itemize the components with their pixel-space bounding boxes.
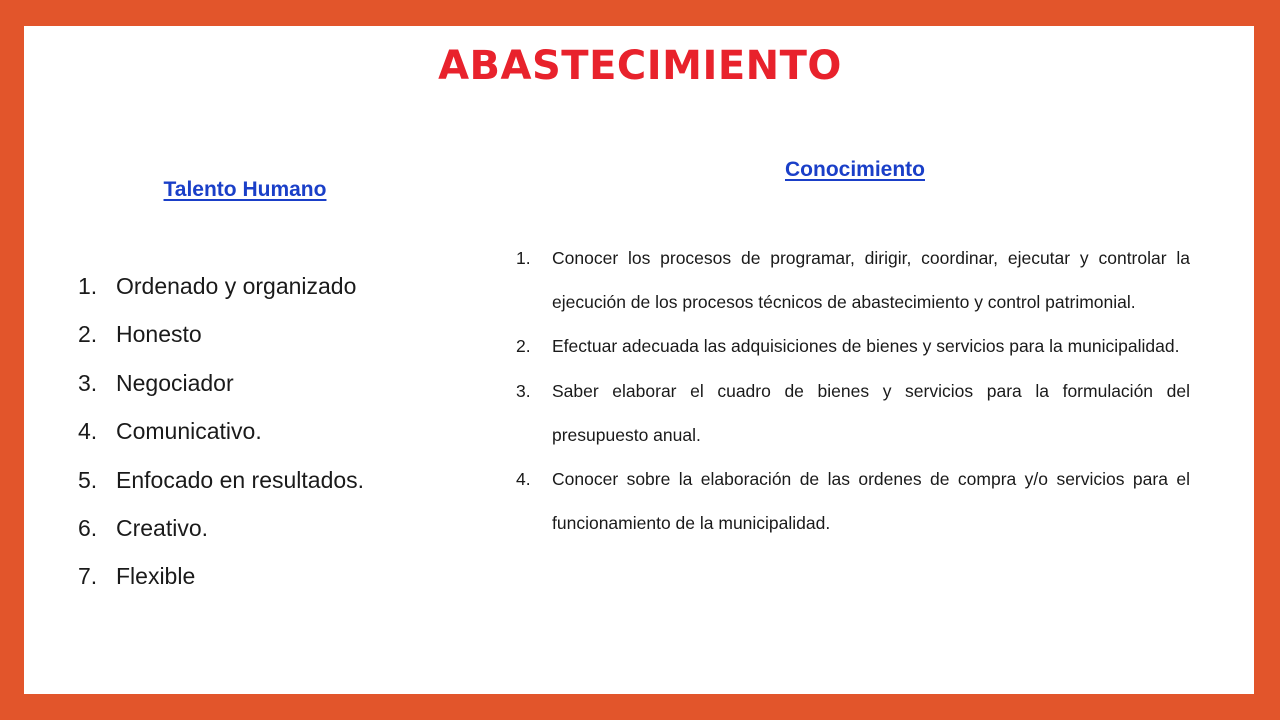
talento-humano-heading-link[interactable]: Talento Humano [163, 178, 327, 201]
list-item [516, 324, 1190, 368]
list-item [516, 457, 1190, 545]
list-item-number: 3. [516, 380, 531, 401]
list-item-text: Saber elaborar el cuadro de bienes y servicios para la formulación del presupuesto anual. [552, 380, 1190, 445]
list-item [516, 369, 1190, 457]
list-item-number: 1. [516, 248, 531, 268]
list-item-number: 2. [516, 336, 531, 357]
list-item-number: 4. [516, 469, 531, 490]
list-item [78, 456, 498, 504]
list-item-text: Comunicativo. [116, 418, 262, 445]
list-item [78, 262, 498, 310]
list-item-text: Enfocado en resultados. [116, 466, 365, 493]
conocimiento-list [516, 236, 1190, 545]
list-item [78, 552, 498, 600]
list-item-text: Conocer sobre la elaboración de las ordenes de compra y/o servicios para el funcionamiento de la municipalidad. [552, 469, 1190, 534]
list-item-number: 1. [78, 273, 98, 299]
slide-title: ABASTECIMIENTO [438, 43, 842, 89]
list-item-number: 3. [78, 369, 98, 396]
list-item [78, 504, 498, 552]
list-item-text: Flexible [116, 563, 196, 590]
list-item [516, 236, 1190, 324]
list-item-number: 2. [78, 321, 98, 348]
list-item-text: Honesto [116, 321, 202, 348]
list-item-text: Creativo. [116, 514, 209, 541]
list-item-number: 5. [78, 466, 98, 493]
list-item-text: Ordenado y organizado [116, 273, 357, 299]
list-item-number: 7. [78, 563, 98, 590]
list-item [78, 407, 498, 455]
list-item-text: Conocer los procesos de programar, dirigir, coordinar, ejecutar y controlar la ejecución de los procesos técnicos de abastecimiento y control patrimonial. [552, 248, 1190, 313]
list-item-number: 4. [78, 418, 98, 445]
list-item-text: Negociador [116, 369, 234, 396]
list-item [78, 310, 498, 358]
conocimiento-heading-link[interactable]: Conocimiento [785, 158, 925, 181]
list-item [78, 359, 498, 407]
talento-humano-list [78, 262, 498, 601]
list-item-text: Efectuar adecuada las adquisiciones de bienes y servicios para la municipalidad. [552, 336, 1180, 357]
list-item-number: 6. [78, 514, 98, 541]
